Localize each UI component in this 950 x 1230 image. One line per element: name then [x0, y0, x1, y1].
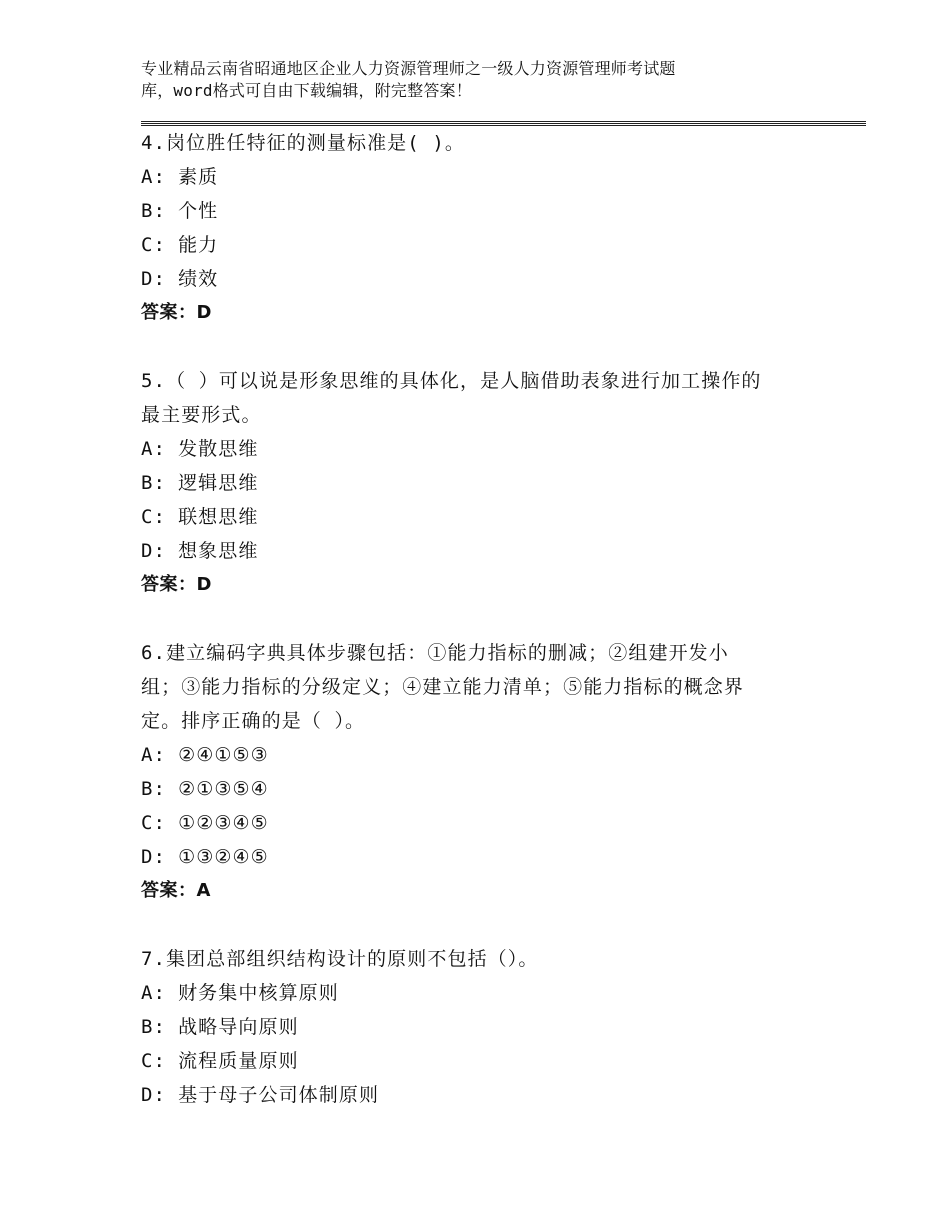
option-key: D: — [141, 268, 167, 290]
option-b — [141, 466, 841, 500]
option-key: C: — [141, 234, 167, 256]
option-key: A: — [141, 982, 167, 1004]
option-b — [141, 194, 841, 228]
option-text: 联想思维 — [178, 506, 259, 528]
option-key: B: — [141, 778, 167, 800]
option-text: ①②③④⑤ — [178, 812, 269, 834]
question-list — [141, 126, 841, 1112]
option-key: C: — [141, 1050, 167, 1072]
question-text: 定。排序正确的是（ ）。 — [141, 710, 366, 732]
option-key: A: — [141, 744, 167, 766]
question-5 — [141, 364, 841, 602]
option-d — [141, 262, 841, 296]
option-key: C: — [141, 812, 167, 834]
option-d — [141, 534, 841, 568]
option-text: 绩效 — [178, 268, 219, 290]
option-c — [141, 806, 841, 840]
option-a — [141, 738, 841, 772]
option-key: B: — [141, 472, 167, 494]
option-a — [141, 432, 841, 466]
question-4 — [141, 126, 841, 330]
option-text: 个性 — [178, 200, 219, 222]
answer-line: 答案：D — [141, 302, 212, 323]
question-spacer — [141, 602, 841, 636]
option-text: 发散思维 — [178, 438, 259, 460]
option-key: C: — [141, 506, 167, 528]
question-text: 6.建立编码字典具体步骤包括：①能力指标的删减；②组建开发小 — [141, 642, 729, 664]
option-text: ②①③⑤④ — [178, 778, 269, 800]
option-c — [141, 1044, 841, 1078]
question-7 — [141, 942, 841, 1112]
question-text: 5.（ ）可以说是形象思维的具体化，是人脑借助表象进行加工操作的 — [141, 370, 762, 392]
option-a — [141, 160, 841, 194]
option-text: 流程质量原则 — [178, 1050, 299, 1072]
option-key: D: — [141, 540, 167, 562]
option-key: D: — [141, 1084, 167, 1106]
question-text: 7.集团总部组织结构设计的原则不包括（）。 — [141, 948, 539, 970]
option-text: 想象思维 — [178, 540, 259, 562]
option-text: ②④①⑤③ — [178, 744, 269, 766]
divider-line — [141, 121, 866, 122]
question-text: 最主要形式。 — [141, 404, 262, 426]
option-c — [141, 500, 841, 534]
option-text: 财务集中核算原则 — [178, 982, 339, 1004]
option-b — [141, 1010, 841, 1044]
question-6 — [141, 636, 841, 908]
divider-line — [141, 123, 866, 124]
option-key: B: — [141, 1016, 167, 1038]
header-line-2: 库，word格式可自由下载编辑，附完整答案！ — [141, 81, 472, 100]
question-spacer — [141, 908, 841, 942]
option-text: 素质 — [178, 166, 219, 188]
answer-line: 答案：A — [141, 880, 211, 901]
question-text: 4.岗位胜任特征的测量标准是( )。 — [141, 132, 465, 154]
option-text: 战略导向原则 — [178, 1016, 299, 1038]
option-b — [141, 772, 841, 806]
option-text: 能力 — [178, 234, 219, 256]
document-header — [141, 58, 781, 102]
option-a — [141, 976, 841, 1010]
option-key: D: — [141, 846, 167, 868]
option-d — [141, 1078, 841, 1112]
header-line-1: 专业精品云南省昭通地区企业人力资源管理师之一级人力资源管理师考试题 — [141, 59, 676, 78]
option-key: B: — [141, 200, 167, 222]
option-d — [141, 840, 841, 874]
option-text: ①③②④⑤ — [178, 846, 269, 868]
option-text: 逻辑思维 — [178, 472, 259, 494]
question-spacer — [141, 330, 841, 364]
option-key: A: — [141, 166, 167, 188]
option-c — [141, 228, 841, 262]
question-text: 组；③能力指标的分级定义；④建立能力清单；⑤能力指标的概念界 — [141, 676, 745, 698]
option-key: A: — [141, 438, 167, 460]
option-text: 基于母子公司体制原则 — [178, 1084, 380, 1106]
answer-line: 答案：D — [141, 574, 212, 595]
